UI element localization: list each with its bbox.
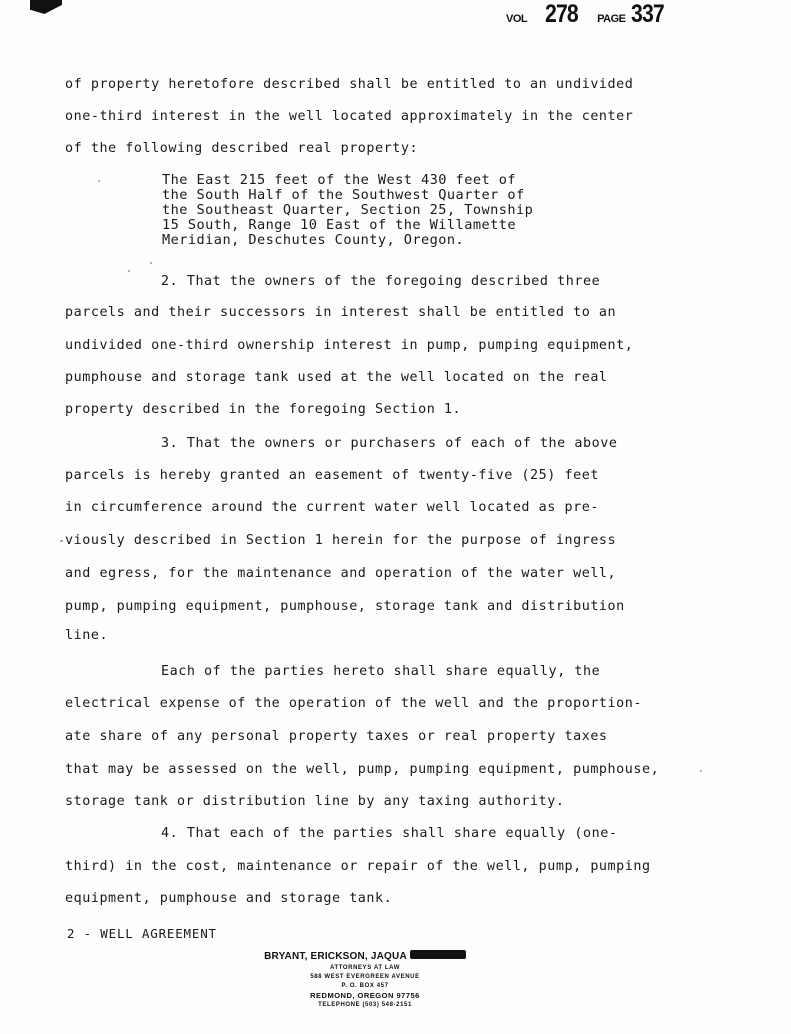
body-line: undivided one-third ownership interest in pump, pumping equipment, [65, 338, 634, 353]
body-line: parcels is hereby granted an easement of twenty-five (25) feet [65, 468, 599, 483]
firm-po-box: P. O. BOX 457 [341, 983, 389, 989]
legal-description-line: Meridian, Deschutes County, Oregon. [162, 232, 465, 248]
body-line: storage tank or distribution line by any taxing authority. [65, 794, 565, 809]
body-line: electrical expense of the operation of the well and the proportion- [65, 696, 642, 711]
redaction-bar [410, 950, 466, 959]
legal-description-line: the Southeast Quarter, Section 25, Township [162, 202, 534, 218]
section-3-heading-line: 3. That the owners or purchasers of each of the above [161, 436, 618, 451]
body-line: of the following described real property: [65, 141, 419, 156]
body-line: one-third interest in the well located approximately in the center [65, 109, 634, 124]
body-line: viously described in Section 1 herein for the purpose of ingress [65, 533, 617, 548]
scan-speck [128, 270, 130, 272]
body-line: parcels and their successors in interest shall be entitled to an [65, 305, 617, 320]
vol-label: VOL [506, 13, 528, 25]
firm-name: BRYANT, ERICKSON, JAQUA [264, 951, 407, 962]
scan-speck [150, 262, 152, 264]
body-line: in circumference around the current water well located as pre- [65, 500, 599, 515]
legal-description-line: The East 215 feet of the West 430 feet of [162, 172, 516, 188]
staple-mark [30, 0, 62, 14]
scan-speck [60, 540, 63, 542]
body-line: pumphouse and storage tank used at the well located on the real [65, 370, 608, 385]
page-number: 337 [631, 0, 665, 28]
body-line: property described in the foregoing Section 1. [65, 402, 462, 417]
scan-speck [700, 770, 702, 772]
recording-stamp [506, 0, 670, 30]
section-4-heading-line: 4. That each of the parties shall share equally (one- [161, 826, 618, 841]
legal-description-line: 15 South, Range 10 East of the Willamette [162, 217, 516, 233]
page-label: PAGE [597, 13, 626, 25]
legal-description-line: the South Half of the Southwest Quarter of [162, 187, 525, 203]
firm-street: 588 WEST EVERGREEN AVENUE [310, 974, 420, 980]
body-line: and egress, for the maintenance and operation of the water well, [65, 566, 617, 581]
legal-description [162, 173, 533, 248]
body-line: equipment, pumphouse and storage tank. [65, 891, 393, 906]
firm-telephone: TELEPHONE (503) 548-2151 [318, 1002, 412, 1008]
body-line: third) in the cost, maintenance or repair of the well, pump, pumping [65, 859, 651, 874]
firm-title: ATTORNEYS AT LAW [329, 965, 401, 971]
section-2-heading-line: 2. That the owners of the foregoing described three [161, 274, 601, 289]
document-footer: 2 - WELL AGREEMENT [67, 926, 217, 941]
body-line: that may be assessed on the well, pump, pumping equipment, pumphouse, [65, 762, 660, 777]
body-line: of property heretofore described shall be entitled to an undivided [65, 77, 634, 92]
firm-city: REDMOND, OREGON 97756 [310, 991, 420, 1000]
body-line: line. [65, 628, 109, 643]
paragraph-first-line: Each of the parties hereto shall share equally, the [161, 664, 601, 679]
body-line: pump, pumping equipment, pumphouse, storage tank and distribution [65, 599, 625, 614]
scan-speck [98, 180, 100, 182]
body-line: ate share of any personal property taxes or real property taxes [65, 729, 608, 744]
law-firm-letterhead [240, 946, 490, 1010]
volume-number: 278 [544, 0, 578, 28]
